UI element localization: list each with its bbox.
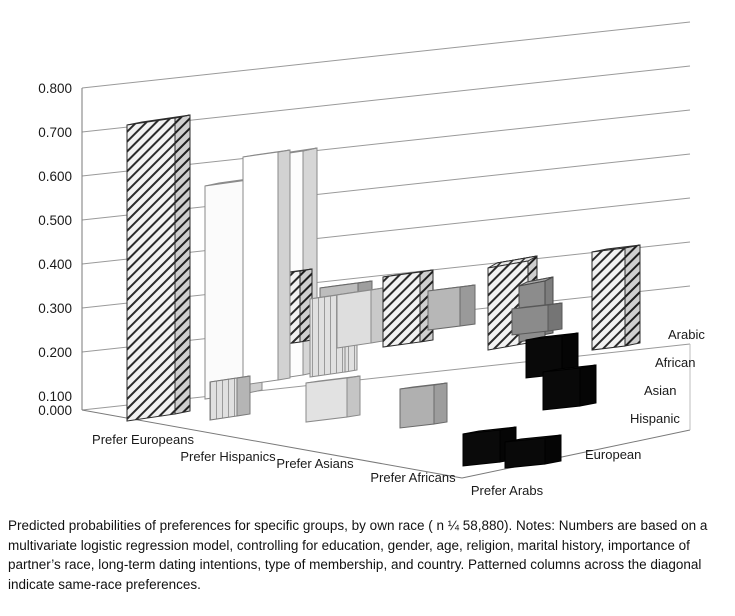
bar-arabic-prefer-arabs — [592, 245, 640, 350]
bar-group-european — [127, 115, 190, 421]
x-label-text: Prefer Hispanics — [180, 449, 276, 464]
y-tick-0600: 0.600 — [38, 169, 72, 184]
z-label-european: European — [585, 447, 642, 462]
bar-european-prefer-hispanics — [210, 376, 250, 420]
y-tick-0400: 0.400 — [38, 257, 72, 272]
y-tick-0700: 0.700 — [38, 125, 72, 140]
bar-group-arabic — [488, 256, 553, 350]
x-label-text: Prefer Arabs — [470, 483, 544, 498]
x-label-prefer-arabs — [452, 483, 562, 498]
z-label-arabic: Arabic — [668, 327, 705, 342]
bar-hispanic-prefer-hispanics — [243, 150, 290, 385]
y-tick-0100: 0.100 — [38, 389, 72, 404]
bar-hispanic-prefer-asians — [337, 288, 383, 348]
x-label-text: Prefer Asians — [276, 456, 354, 471]
x-label-text: Prefer Europeans — [92, 432, 194, 447]
z-label-asian: Asian — [644, 383, 677, 398]
bar-european-prefer-asians — [306, 376, 360, 422]
y-tick-0500: 0.500 — [38, 213, 72, 228]
bar-hispanic-prefer-arabs — [505, 435, 561, 468]
bar-asian-prefer-arabs — [543, 365, 596, 410]
z-label-african: African — [655, 355, 696, 370]
figure-caption: Predicted probabilities of preferences for specific groups, by own race ( n ¼ 58,880). Notes: Numbers are based on a multivariate logistic regression model, controlling for education, gender, age, religion, marital history, importance of partner’s race, long-term dating intentions, type of membership, and country. Patterned columns across the diagonal indicate same-race preferences. — [8, 518, 708, 592]
z-label-hispanic: Hispanic — [630, 411, 680, 426]
bar-european-prefer-arabs — [512, 303, 562, 335]
x-label-prefer-europeans — [88, 432, 198, 447]
x-label-prefer-africans — [363, 470, 463, 485]
x-label-text: Prefer Africans — [370, 470, 456, 485]
y-tick-0800: 0.800 — [38, 81, 72, 96]
y-tick-0300: 0.300 — [38, 301, 72, 316]
bar-european-prefer-europeans — [127, 115, 190, 421]
bar-african-prefer-asians — [428, 285, 475, 330]
bar-hispanic-prefer-africans — [400, 383, 447, 428]
bar-asian-prefer-asians — [383, 270, 433, 347]
y-tick-0000: 0.000 — [38, 403, 72, 418]
x-label-prefer-asians — [260, 456, 370, 471]
y-tick-0200: 0.200 — [38, 345, 72, 360]
